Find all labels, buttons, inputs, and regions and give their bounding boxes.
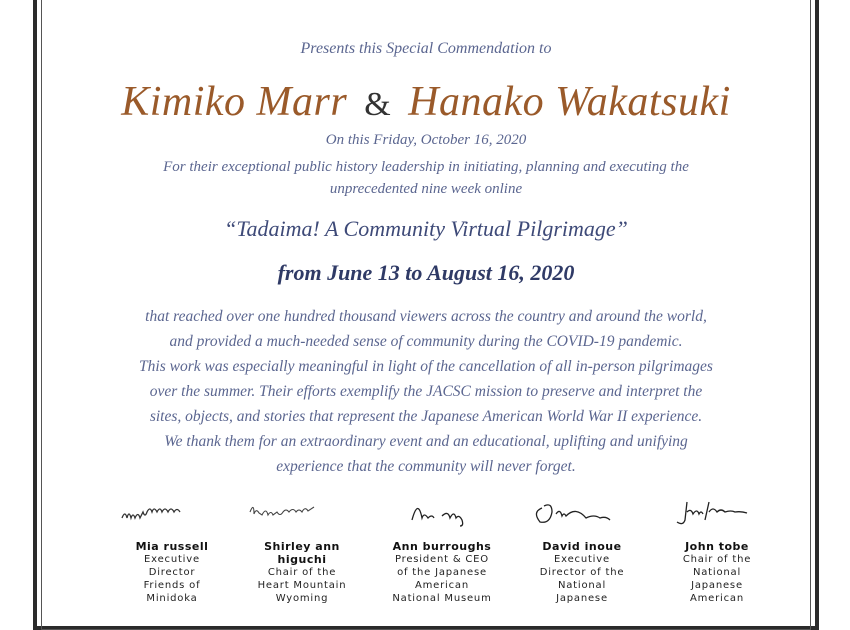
signature-image [372, 494, 512, 530]
signer-name: David inoue [542, 540, 622, 553]
body-line: experience that the community will never forget. [276, 458, 576, 475]
signer-name: Mia russell [135, 540, 209, 553]
honoree-name-2: Hanako Wakatsuki [408, 79, 731, 125]
honoree-names [46, 78, 806, 126]
signer-3 [372, 494, 512, 605]
signature-image [102, 494, 242, 530]
honoree-name-1: Kimiko Marr [121, 79, 348, 125]
certificate [46, 0, 806, 604]
ampersand: & [364, 86, 392, 123]
signer-4 [512, 494, 652, 605]
signature-image [232, 494, 372, 530]
body-line: and provided a much-needed sense of community during the COVID-19 pandemic. [169, 333, 683, 350]
event-dates: from June 13 to August 16, 2020 [277, 260, 575, 285]
signer-title: Chair of the National Japanese American [682, 554, 752, 604]
reason-line: For their exceptional public history leadership in initiating, planning and executing the [163, 159, 689, 175]
body-line: We thank them for an extraordinary event and an educational, uplifting and unifying [164, 433, 688, 450]
body-line: that reached over one hundred thousand viewers across the country and around the world, [145, 308, 707, 325]
reason-line: unprecedented nine week online [329, 181, 523, 197]
body-line: This work was especially meaningful in light of the cancellation of all in-person pilgrimages [139, 358, 713, 375]
signer-title: Chair of the Heart Mountain Wyoming [257, 567, 347, 604]
signer-title: Executive Director of the National Japanese [539, 554, 625, 604]
signer-name: Shirley ann higuchi [264, 540, 340, 566]
presents-line: Presents this Special Commendation to [300, 40, 552, 57]
signer-name: John tobe [685, 540, 749, 553]
signer-title: President & CEO of the Japanese American National Museum [392, 554, 492, 604]
body-line: sites, objects, and stories that represent the Japanese American World War II experience. [149, 408, 703, 425]
signer-name: Ann burroughs [392, 540, 492, 553]
signer-5 [647, 494, 787, 605]
body-line: over the summer. Their efforts exemplify the JACSC mission to preserve and interpret the [149, 383, 703, 400]
date-line: On this Friday, October 16, 2020 [325, 132, 527, 148]
signer-title: Executive Director Friends of Minidoka [143, 554, 201, 604]
body-text [96, 304, 756, 479]
signature-image [512, 494, 652, 530]
signatures-row [102, 494, 782, 604]
signature-image [647, 494, 787, 530]
event-title: “Tadaima! A Community Virtual Pilgrimage” [224, 216, 628, 241]
signer-1 [102, 494, 242, 605]
reason-text [106, 156, 746, 200]
signer-2 [232, 494, 372, 605]
